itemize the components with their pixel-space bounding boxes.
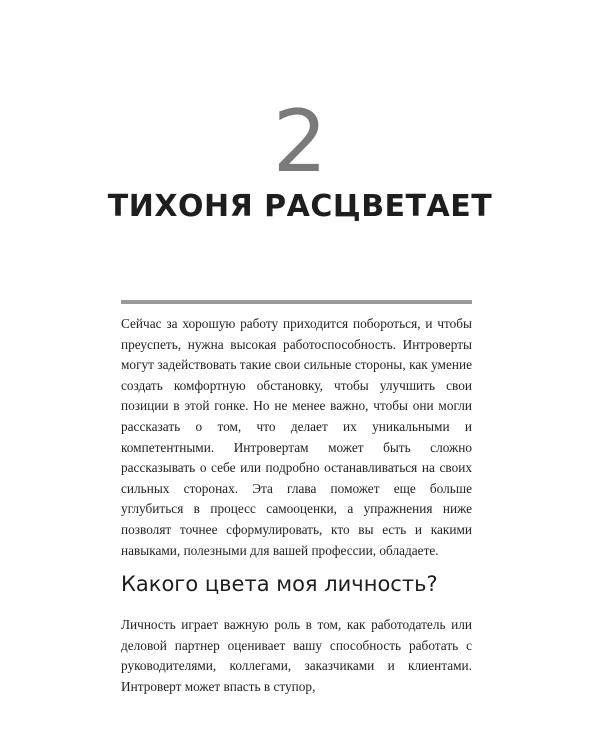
intro-paragraph: Сейчас за хорошую работу приходится побороться, и чтобы преуспеть, нужна высокая работоспособность. Интроверты могут задействовать такие свои сильные стороны, как умение создать комфортную обстановку, чтобы улучшить свои позиции в этой гонке. Но не менее важно, чтобы они могли рассказать о том, что делает их уникальными и компетентными. Интровертам может быть сложно рассказывать о себе или подробно останавливаться на своих сильных сторонах. Эта глава поможет еще больше углубиться в процесс самооценки, а упражнения ниже позволят точнее сформулировать, кто вы есть и какими навыками, полезными для вашей профессии, обладаете. bbox=[121, 316, 472, 558]
chapter-number: 2 bbox=[272, 92, 328, 192]
section-paragraph: Личность играет важную роль в том, как работодатель или деловой партнер оценивает вашу способность работать с руководителями, коллегами, заказчиками и клиентами. Интроверт может впасть в ступор, bbox=[121, 617, 472, 694]
section-heading: Какого цвета моя личность? bbox=[121, 572, 438, 596]
divider-rule bbox=[121, 300, 472, 304]
chapter-title: ТИХОНЯ РАСЦВЕТАЕТ bbox=[107, 189, 493, 224]
